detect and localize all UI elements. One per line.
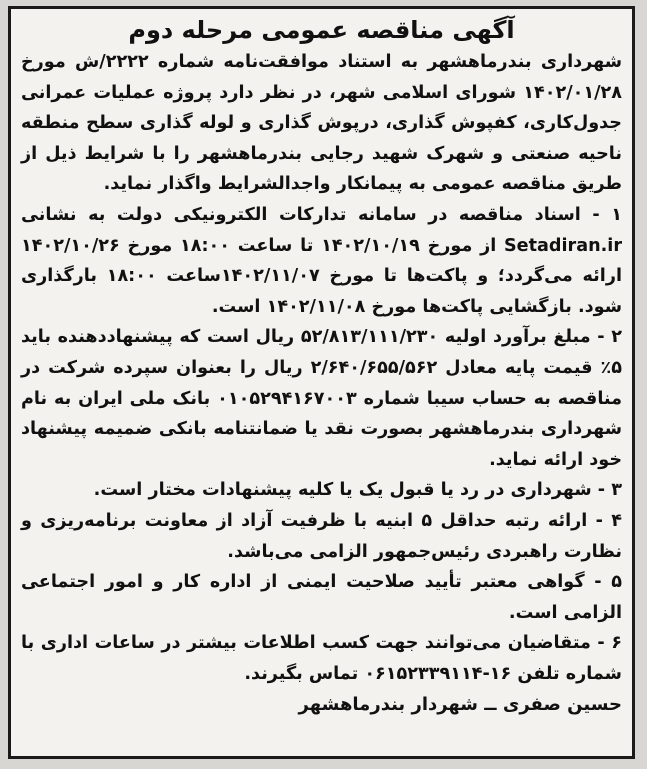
notice-intro: شهرداری بندرماهشهر به استناد موافقت‌نامه شماره ۲۲۲۲/ش مورخ ۱۴۰۲/۰۱/۲۸ شورای اسلامی شهر، در نظر دارد پروژه عملیات عمرانی جدول‌کاری، کفپوش گذاری، درپوش گذاری و لوله گذاری سطح منطقه ناحیه صنعتی و شهرک شهید رجایی بندرماهشهر را با شرایط ذیل از طریق مناقصه عمومی به پیمانکار واجدالشرایط واگذار نماید. xyxy=(21,52,623,195)
notice-item-6: ۶ - متقاضیان می‌توانند جهت کسب اطلاعات بیشتر در ساعات اداری با شماره تلفن ۱۶-۰۶۱۵۲۳۳۹۱۱۴ تماس بگیرند. xyxy=(21,633,622,684)
notice-item-2: ۲ - مبلغ برآورد اولیه ۵۲/۸۱۳/۱۱۱/۲۳۰ ریال است که پیشنهاددهنده باید ۵٪ قیمت پایه معادل ۲/۶۴۰/۶۵۵/۵۶۲ ریال را بعنوان سپرده شرکت در مناقصه به حساب سیبا شماره ۰۱۰۵۲۹۴۱۶۷۰۰۳ بانک ملی ایران به نام شهرداری بندرماهشهر بصورت نقد یا ضمانتنامه بانکی ضمیمه پیشنهاد خود ارائه نماید. xyxy=(21,327,623,470)
notice-item-4: ۴ - ارائه رتبه حداقل ۵ ابنیه با ظرفیت آزاد از معاونت برنامه‌ریزی و نظارت راهبردی رئیس‌جمهور الزامی می‌باشد. xyxy=(21,510,622,562)
notice-item-5: ۵ - گواهی معتبر تأیید صلاحیت ایمنی از اداره کار و امور اجتماعی الزامی است. xyxy=(21,572,622,623)
tender-notice xyxy=(8,6,635,759)
notice-title: آگهی مناقصه عمومی مرحله دوم xyxy=(128,16,515,44)
notice-signature: حسین صفری ــ شهردار بندرماهشهر xyxy=(298,694,622,716)
notice-item-3: ۳ - شهرداری در رد یا قبول یک یا کلیه پیشنهادات مختار است. xyxy=(93,480,622,501)
notice-item-1: ۱ - اسناد مناقصه در سامانه تدارکات الکترونیکی دولت به نشانی Setadiran.ir از مورخ ۱۴۰۲/۱۰/۱۹ تا ساعت ۱۸:۰۰ مورخ ۱۴۰۲/۱۰/۲۶ ارائه می‌گردد؛ و پاکت‌ها تا مورخ ۱۴۰۲/۱۱/۰۷ساعت ۱۸:۰۰ بارگذاری شود. بازگشایی پاکت‌ها مورخ ۱۴۰۲/۱۱/۰۸ است. xyxy=(21,204,622,317)
